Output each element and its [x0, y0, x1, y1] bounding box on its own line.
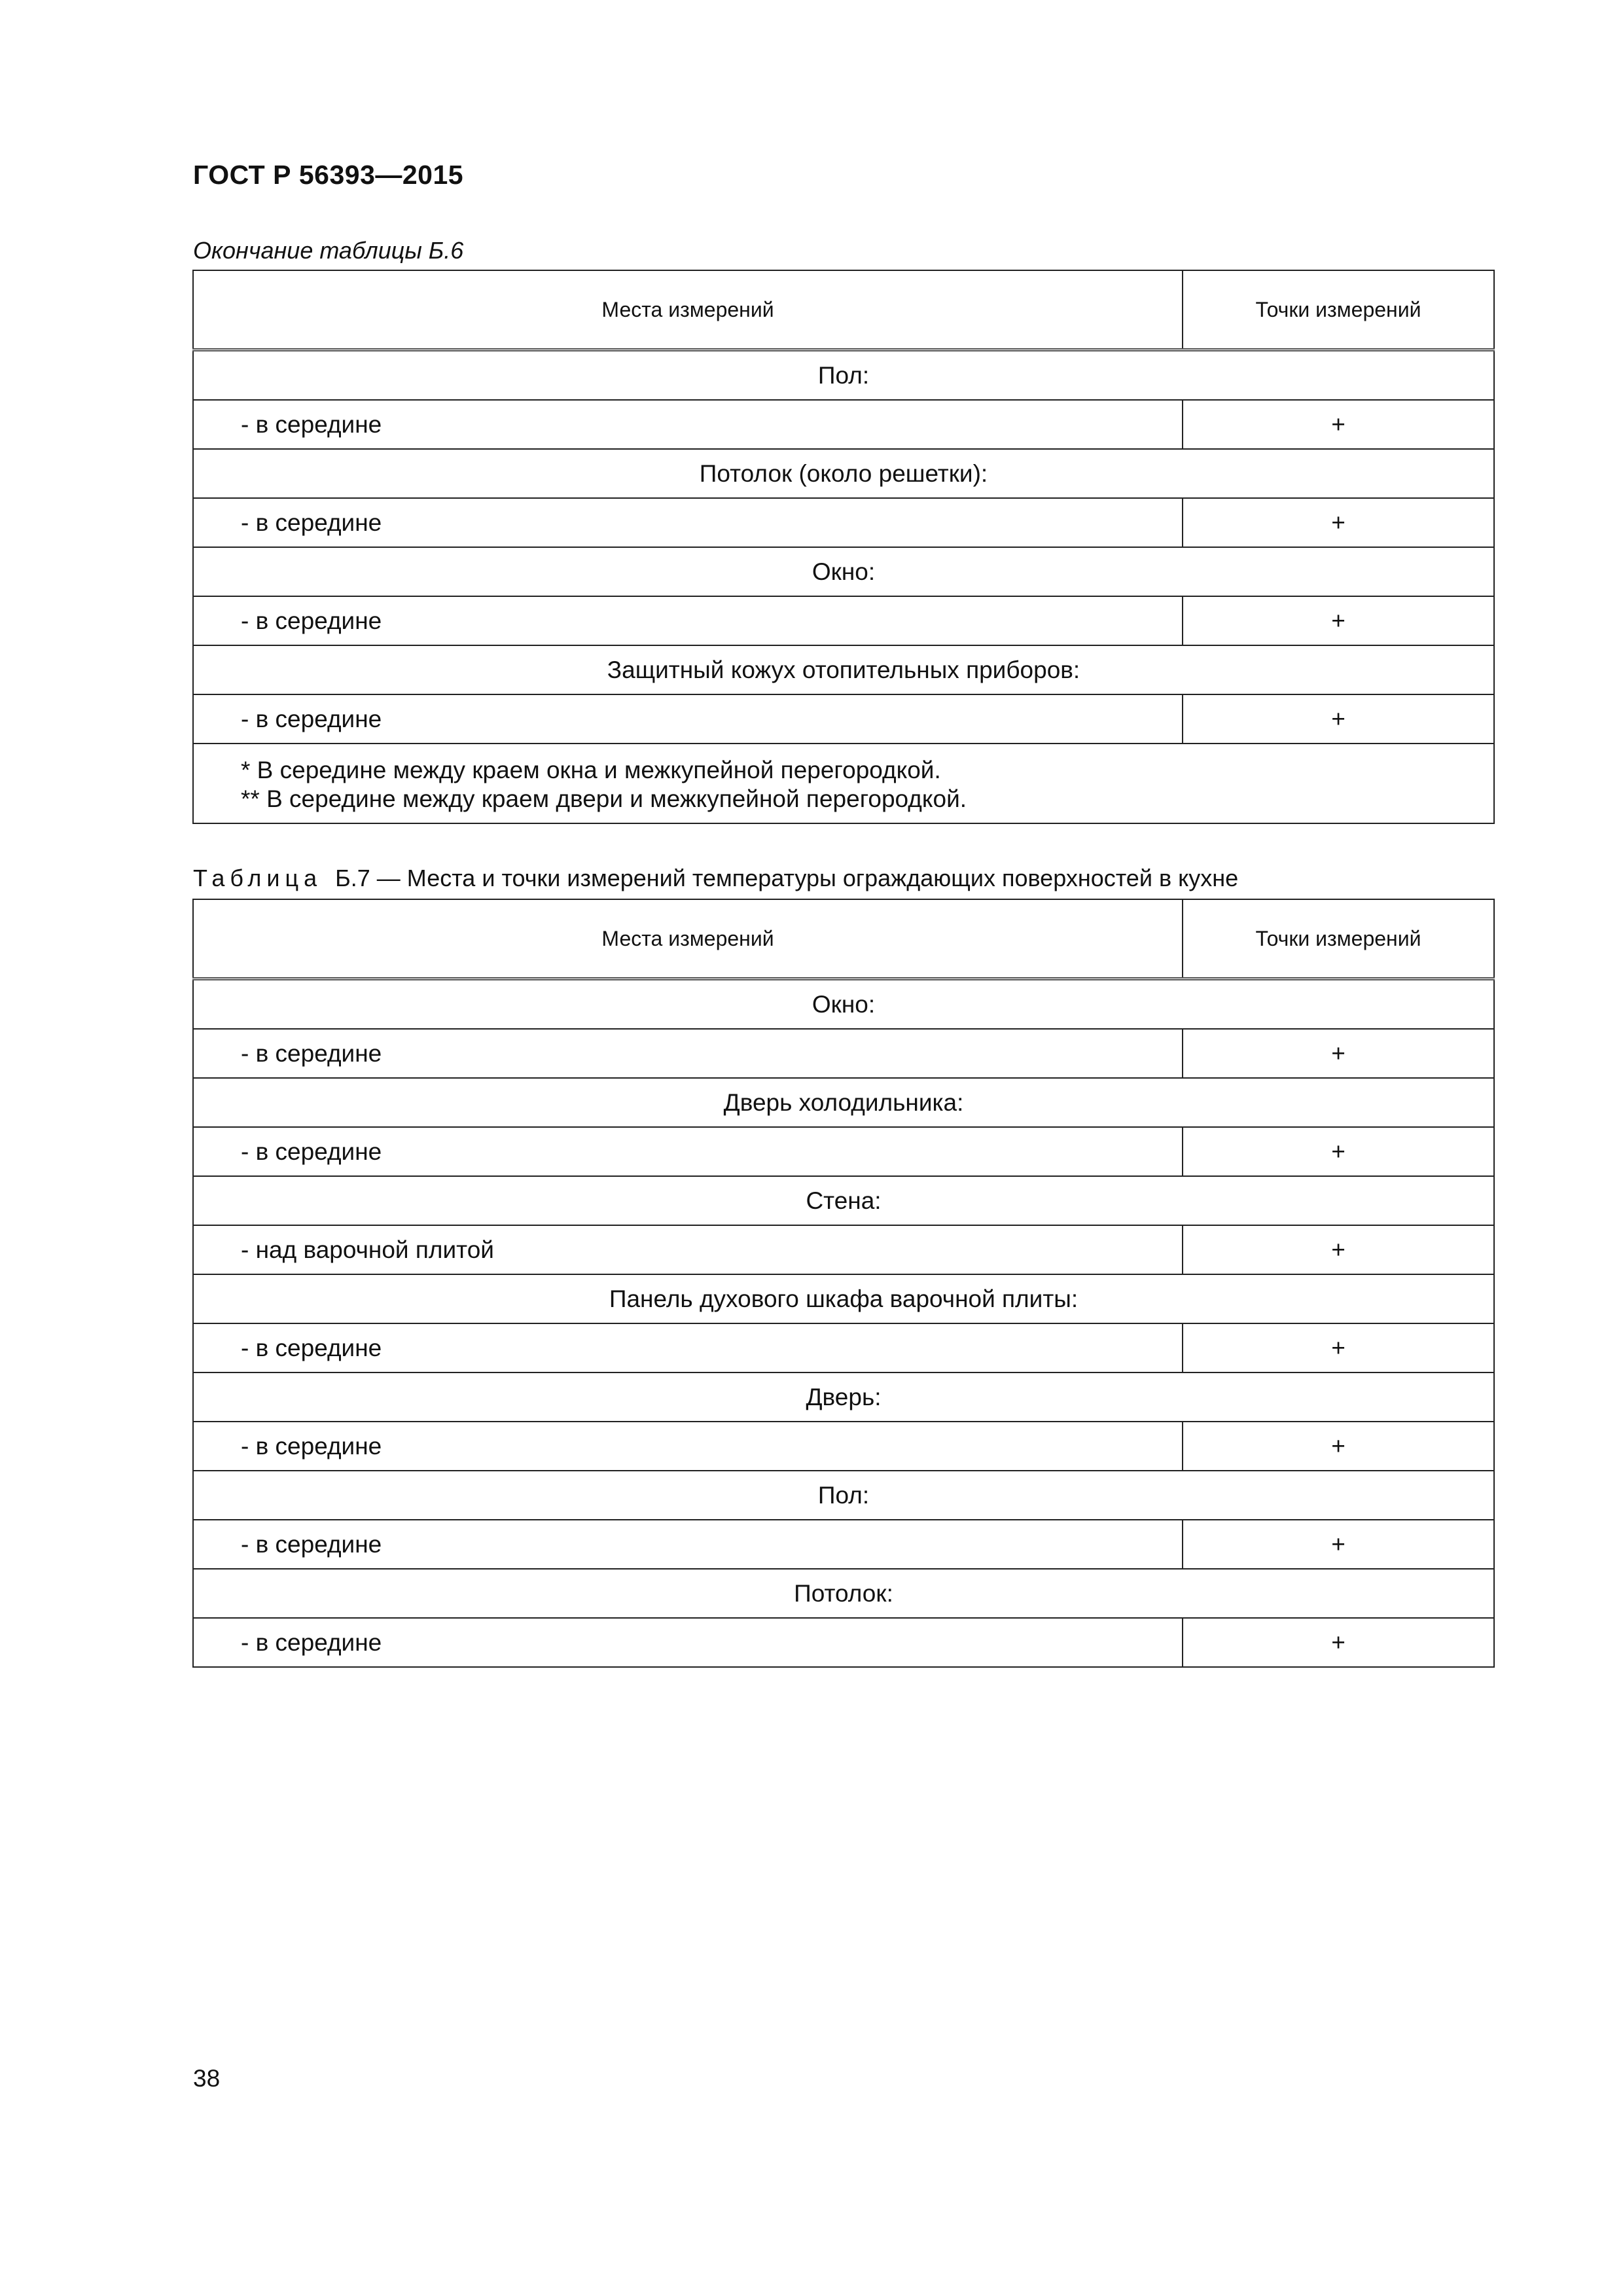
measurement-location-cell: - в середине — [193, 400, 1183, 449]
measurement-point-cell: + — [1183, 596, 1494, 645]
measurement-point-cell: + — [1183, 1422, 1494, 1471]
section-row-label: Потолок: — [193, 1569, 1494, 1618]
standard-code: ГОСТ Р 56393—2015 — [193, 160, 464, 190]
measurement-location-cell: - в середине — [193, 498, 1183, 547]
measurement-point-cell: + — [1183, 400, 1494, 449]
section-row-label: Дверь: — [193, 1372, 1494, 1422]
table-note: * В середине между краем окна и межкупейной перегородкой. — [241, 757, 941, 783]
measurement-point-cell: + — [1183, 1029, 1494, 1078]
measurement-point-cell: + — [1183, 1618, 1494, 1667]
measurement-location-cell: - в середине — [193, 694, 1183, 744]
measurement-point-cell: + — [1183, 694, 1494, 744]
table-b6 — [192, 270, 1495, 824]
measurement-point-cell: + — [1183, 1225, 1494, 1274]
table-b7-caption-text: Б.7 — Места и точки измерений температуры ограждающих поверхностей в кухне — [335, 865, 1239, 891]
measurement-location-cell: - над варочной плитой — [193, 1225, 1183, 1274]
section-row-label: Окно: — [193, 979, 1494, 1030]
measurement-point-cell: + — [1183, 1127, 1494, 1176]
table-notes — [193, 744, 1494, 823]
section-row-label: Защитный кожух отопительных приборов: — [193, 645, 1494, 694]
section-row-label: Стена: — [193, 1176, 1494, 1225]
measurement-location-cell: - в середине — [193, 1422, 1183, 1471]
section-row-label: Дверь холодильника: — [193, 1078, 1494, 1127]
table-b6-caption: Окончание таблицы Б.6 — [193, 237, 464, 264]
measurement-location-cell: - в середине — [193, 1127, 1183, 1176]
table-b7 — [192, 899, 1495, 1668]
table-b7-caption — [193, 865, 1238, 892]
measurement-point-cell: + — [1183, 498, 1494, 547]
measurement-location-cell: - в середине — [193, 596, 1183, 645]
column-header-locations: Места измерений — [193, 899, 1183, 979]
measurement-point-cell: + — [1183, 1323, 1494, 1372]
table-note: ** В середине между краем двери и межкупейной перегородкой. — [241, 785, 967, 812]
section-row-label: Пол: — [193, 1471, 1494, 1520]
section-row-label: Панель духового шкафа варочной плиты: — [193, 1274, 1494, 1323]
measurement-point-cell: + — [1183, 1520, 1494, 1569]
page-number: 38 — [193, 2065, 221, 2092]
table-b7-caption-label: Таблица — [193, 865, 323, 891]
measurement-location-cell: - в середине — [193, 1520, 1183, 1569]
column-header-locations: Места измерений — [193, 270, 1183, 350]
section-row-label: Потолок (около решетки): — [193, 449, 1494, 498]
section-row-label: Окно: — [193, 547, 1494, 596]
column-header-points: Точки измерений — [1183, 270, 1494, 350]
measurement-location-cell: - в середине — [193, 1323, 1183, 1372]
measurement-location-cell: - в середине — [193, 1618, 1183, 1667]
section-row-label: Пол: — [193, 350, 1494, 401]
column-header-points: Точки измерений — [1183, 899, 1494, 979]
measurement-location-cell: - в середине — [193, 1029, 1183, 1078]
